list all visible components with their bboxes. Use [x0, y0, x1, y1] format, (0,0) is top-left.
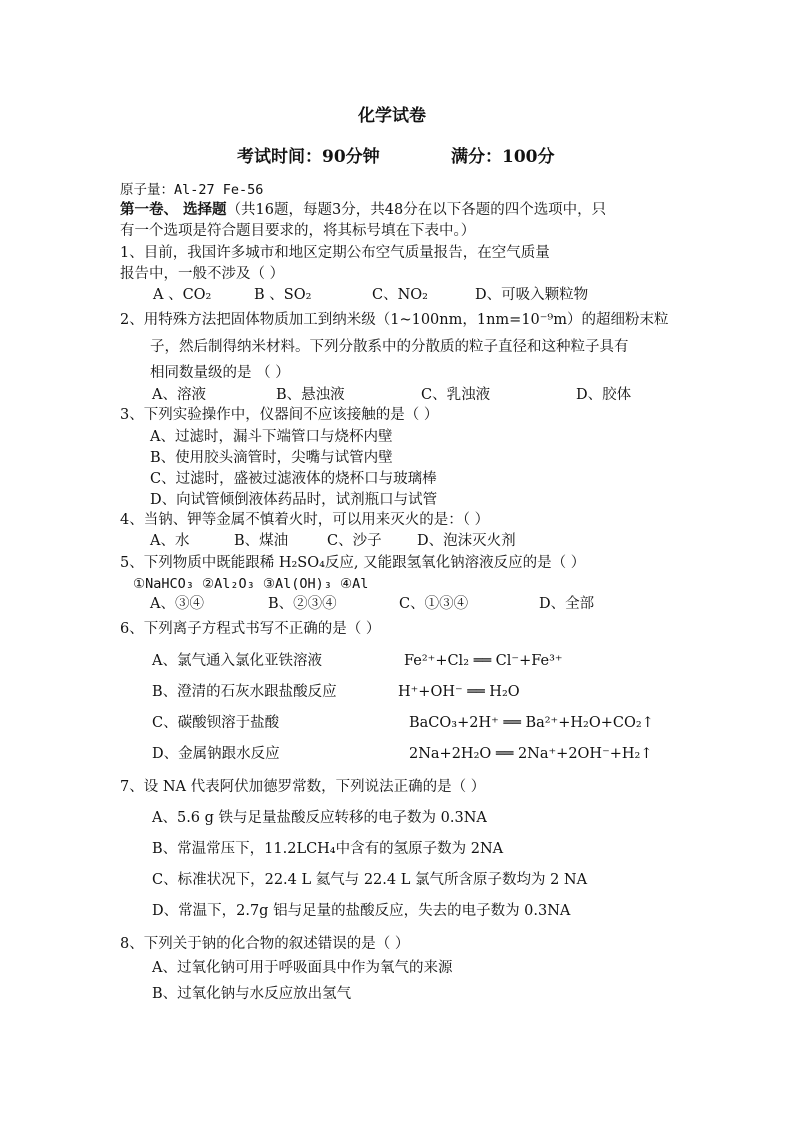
question-2-stem-2: 子，然后制得纳米材料。下列分散系中的分散质的粒子直径和这种粒子具有: [150, 339, 629, 355]
question-6-equation-b: H⁺+OH⁻ ══ H₂O: [398, 684, 520, 700]
full-score: 满分：100分: [451, 147, 555, 167]
question-6-equation-d: 2Na+2H₂O ══ 2Na⁺+2OH⁻+H₂↑: [409, 746, 653, 762]
question-2-option-c: C、乳浊液: [421, 387, 491, 403]
question-1-option-d: D、可吸入颗粒物: [475, 287, 589, 303]
question-5-option-d: D、全部: [539, 596, 595, 612]
question-1-option-b: B 、SO₂: [254, 287, 312, 303]
question-1-stem-2: 报告中，一般不涉及（ ）: [120, 266, 285, 282]
question-2-stem-3: 相同数量级的是 （ ）: [150, 365, 290, 381]
question-4-option-a: A、水: [150, 533, 190, 549]
question-4-stem: 4、当钠、钾等金属不慎着火时，可以用来灭火的是：（ ）: [120, 512, 490, 528]
question-5-items: ①NaHCO₃ ②Al₂O₃ ③Al(OH)₃ ④Al: [133, 576, 369, 592]
question-2-option-d: D、胶体: [576, 387, 632, 403]
question-1-stem: 1、目前，我国许多城市和地区定期公布空气质量报告，在空气质量: [120, 245, 550, 261]
question-6-option-a: A、氯气通入氯化亚铁溶液: [152, 653, 322, 669]
question-5-option-b: B、②③④: [268, 596, 337, 612]
question-6-option-c: C、碳酸钡溶于盐酸: [152, 715, 280, 731]
atomic-mass-line: 原子量：Al-27 Fe-56: [120, 182, 264, 198]
question-6-stem: 6、下列离子方程式书写不正确的是（ ）: [120, 621, 381, 637]
question-4-option-b: B、煤油: [234, 533, 289, 549]
question-3-option-b: B、使用胶头滴管时，尖嘴与试管内壁: [150, 450, 393, 466]
question-5-option-a: A、③④: [150, 596, 204, 612]
section-heading-bold: 第一卷、 选择题: [120, 201, 227, 218]
question-2-stem: 2、用特殊方法把固体物质加工到纳米级（1~100nm，1nm=10⁻⁹m）的超细粉末粒: [120, 312, 669, 328]
section-heading-line2: 有一个选项是符合题目要求的，将其标号填在下表中。）: [120, 223, 476, 239]
question-5-stem: 5、下列物质中既能跟稀 H₂SO₄反应, 又能跟氢氧化钠溶液反应的是（ ）: [120, 555, 586, 571]
question-8-option-b: B、过氧化钠与水反应放出氢气: [152, 986, 352, 1002]
page-title: 化学试卷: [358, 106, 426, 126]
question-6-equation-a: Fe²⁺+Cl₂ ══ Cl⁻+Fe³⁺: [404, 653, 563, 669]
exam-time: 考试时间：90分钟: [237, 147, 380, 167]
question-1-option-a: A 、CO₂: [153, 287, 212, 303]
question-7-option-d: D、常温下，2.7g 铝与足量的盐酸反应，失去的电子数为 0.3NA: [152, 903, 571, 919]
question-2-option-a: A、溶液: [152, 387, 206, 403]
question-7-stem: 7、设 NA 代表阿伏加德罗常数，下列说法正确的是（ ）: [120, 779, 486, 795]
question-3-stem: 3、下列实验操作中，仪器间不应该接触的是（ ）: [120, 407, 439, 423]
question-3-option-a: A、过滤时，漏斗下端管口与烧杯内壁: [150, 429, 393, 445]
section-heading: [120, 200, 606, 220]
question-7-option-c: C、标准状况下，22.4 L 氦气与 22.4 L 氯气所含原子数均为 2 NA: [152, 872, 588, 888]
question-2-option-b: B、悬浊液: [276, 387, 345, 403]
question-5-option-c: C、①③④: [399, 596, 469, 612]
question-8-option-a: A、过氧化钠可用于呼吸面具中作为氧气的来源: [152, 960, 453, 976]
question-6-option-b: B、澄清的石灰水跟盐酸反应: [152, 684, 337, 700]
question-4-option-c: C、沙子: [327, 533, 382, 549]
question-3-option-d: D、向试管倾倒液体药品时，试剂瓶口与试管: [150, 492, 438, 508]
question-1-option-c: C、NO₂: [372, 287, 428, 303]
question-7-option-b: B、常温常压下，11.2LCH₄中含有的氢原子数为 2NA: [152, 841, 504, 857]
section-heading-rest: （共16题，每题3分，共48分在以下各题的四个选项中，只: [226, 202, 607, 218]
question-6-equation-c: BaCO₃+2H⁺ ══ Ba²⁺+H₂O+CO₂↑: [409, 715, 654, 731]
question-8-stem: 8、下列关于钠的化合物的叙述错误的是（ ）: [120, 936, 410, 952]
question-3-option-c: C、过滤时，盛被过滤液体的烧杯口与玻璃棒: [150, 471, 437, 487]
question-7-option-a: A、5.6 g 铁与足量盐酸反应转移的电子数为 0.3NA: [152, 810, 487, 826]
question-6-option-d: D、金属钠跟水反应: [152, 746, 280, 762]
question-4-option-d: D、泡沫灭火剂: [417, 533, 516, 549]
